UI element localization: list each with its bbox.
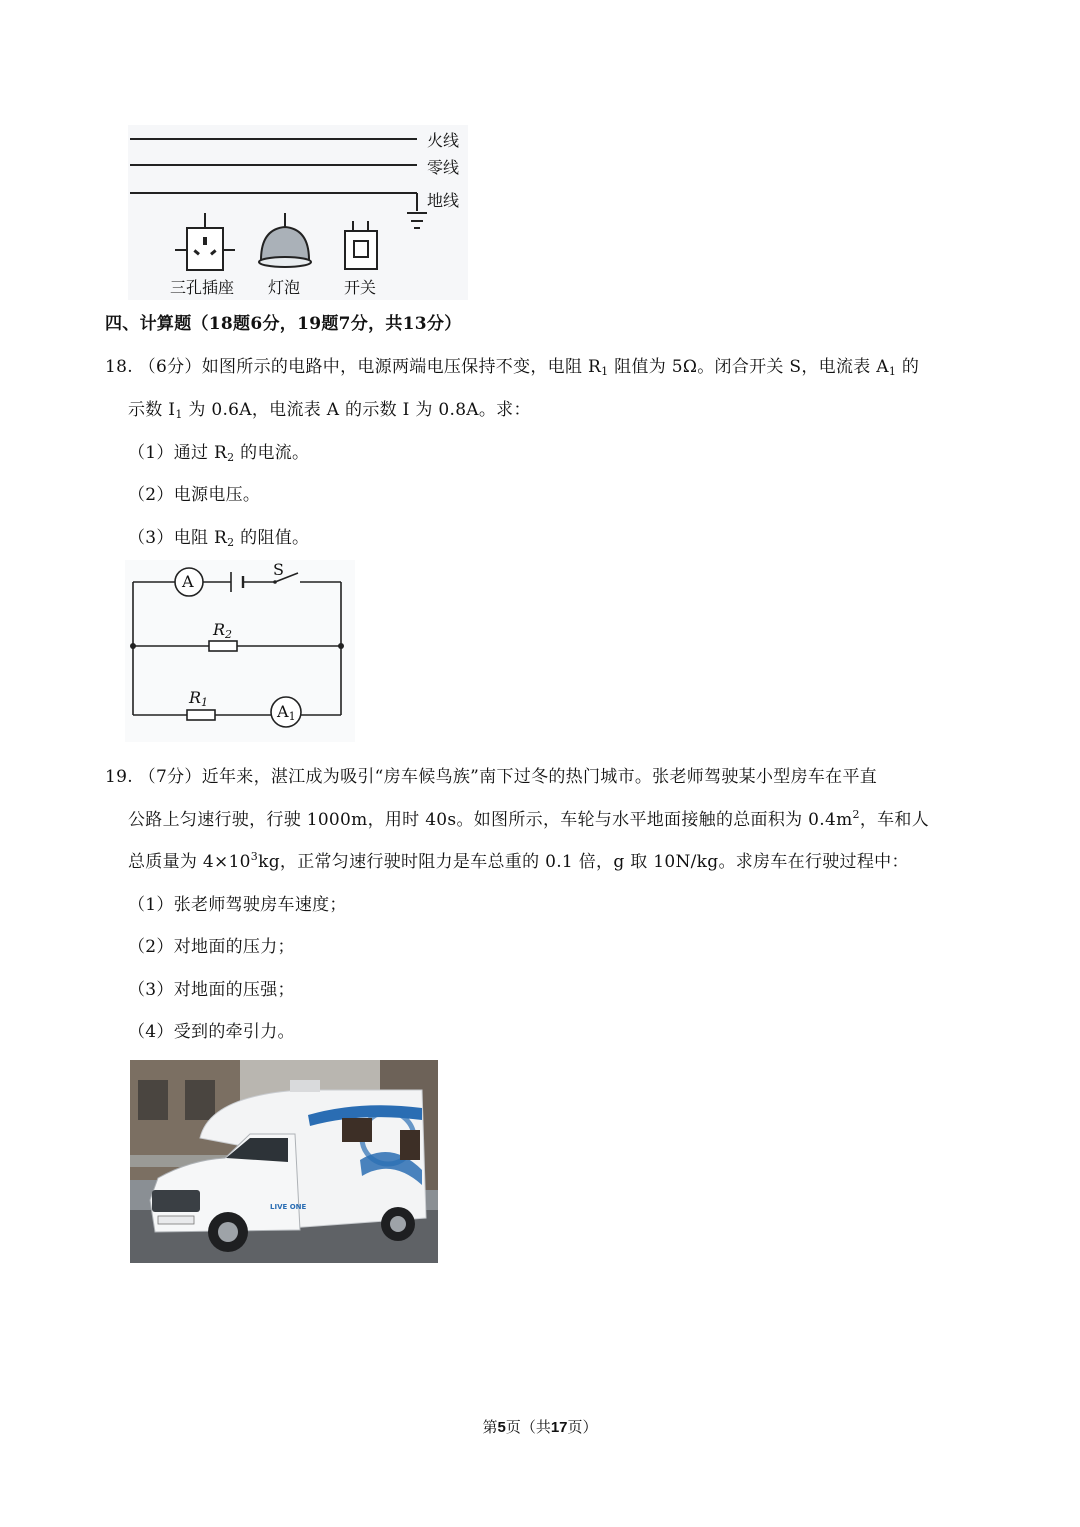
q18-part-3	[128, 523, 309, 549]
q18-stem-e: 为 0.6A，电流表 A 的示数 I 为 0.8A。求：	[182, 400, 531, 420]
q19-points: （7分）	[138, 767, 202, 787]
footer-total-pages: 17	[550, 1419, 568, 1436]
wiring-diagram	[125, 125, 470, 300]
q19-part-1: （1）张老师驾驶房车速度；	[128, 895, 347, 915]
switch-s-label: S	[273, 560, 284, 579]
grille	[152, 1190, 200, 1212]
q18-part-2	[128, 480, 260, 505]
q18-stem-d: 示数 I	[128, 400, 176, 420]
q18-part-3-sub: 2	[227, 536, 235, 549]
rv-photo	[130, 1060, 438, 1263]
q19-line2-b: ，车和人	[859, 810, 930, 830]
window-1	[138, 1080, 168, 1120]
socket-label: 三孔插座	[170, 278, 235, 297]
q18-part-1-post: 的电流。	[234, 443, 310, 463]
r2-label	[213, 620, 232, 641]
wiring-diagram-svg	[125, 125, 470, 300]
circuit-diagram	[125, 560, 355, 742]
r2-sub: 2	[225, 628, 233, 641]
q18-stem-b: 阻值为 5Ω。闭合开关 S，电流表 A	[608, 357, 889, 377]
switch-label: 开关	[344, 278, 377, 297]
q18-sub-i1: 1	[175, 408, 183, 421]
r1-letter: R	[189, 688, 202, 707]
ammeter-a1-label	[277, 702, 296, 723]
resistor-r1	[187, 710, 215, 720]
neutral-wire-label: 零线	[427, 158, 460, 177]
a1-sub: 1	[288, 710, 296, 723]
q19-line-3	[128, 847, 909, 872]
q19-line-1	[105, 762, 877, 787]
rear-rim	[390, 1216, 406, 1232]
footer-post: 页）	[567, 1420, 598, 1436]
live-wire-label: 火线	[427, 131, 460, 150]
section-title: 四、计算题（18题6分，19题7分，共13分）	[105, 314, 462, 334]
r1-sub: 1	[201, 696, 209, 709]
camper-window-2	[400, 1130, 420, 1160]
q19-part-3: （3）对地面的压强；	[128, 980, 295, 1000]
earth-wire-label: 地线	[427, 191, 460, 210]
q18-part-3-pre: （3）电阻 R	[128, 528, 228, 548]
q18-stem-c: 的	[896, 357, 920, 377]
q18-part-1	[128, 438, 309, 464]
camper-window-1	[342, 1118, 372, 1142]
ammeter-a-label: A	[182, 572, 194, 591]
q19-line2-sup: 2	[852, 808, 860, 821]
junction-left	[130, 643, 136, 649]
q18-part-3-post: 的阻值。	[234, 528, 310, 548]
rv-photo-svg	[130, 1060, 438, 1263]
rv-logo: LIVE ONE	[270, 1203, 307, 1211]
front-rim	[218, 1222, 238, 1242]
footer-mid: 页（共	[505, 1420, 551, 1436]
page-footer	[0, 1416, 1080, 1437]
bulb-label: 灯泡	[268, 278, 301, 297]
q18-line-1	[105, 352, 919, 378]
q19-line2-a: 公路上匀速行驶，行驶 1000m，用时 40s。如图所示，车轮与水平地面接触的总面积为 0.4m	[128, 810, 853, 830]
a1-letter: A	[277, 702, 289, 721]
q19-line1-text: 近年来，湛江成为吸引“房车候鸟族”南下过冬的热门城市。张老师驾驶某小型房车在平直	[201, 767, 878, 787]
q19-line3-b: kg，正常匀速行驶时阻力是车总重的 0.1 倍，g 取 10N/kg。求房车在行驶过程中：	[258, 852, 909, 872]
q19-line3-sup: 3	[250, 850, 259, 863]
r1-label	[189, 688, 208, 709]
r2-letter: R	[213, 620, 226, 639]
q18-line-2	[128, 395, 531, 421]
resistor-r2	[209, 641, 237, 651]
q18-sub-r1: 1	[601, 365, 609, 378]
license-plate	[158, 1216, 194, 1224]
q19-line3-a: 总质量为 4×10	[128, 852, 251, 872]
q18-points: （6分）	[138, 357, 202, 377]
q19-number: 19.	[105, 767, 133, 787]
window-2	[185, 1080, 215, 1120]
footer-page-number: 5	[497, 1419, 506, 1436]
junction-right	[338, 643, 344, 649]
q18-part-1-pre: （1）通过 R	[128, 443, 228, 463]
q18-stem-a: 如图所示的电路中，电源两端电压保持不变，电阻 R	[201, 357, 602, 377]
q18-part-1-sub: 2	[227, 451, 235, 464]
q19-part-4: （4）受到的牵引力。	[128, 1022, 295, 1042]
q18-part-2-pre: （2）电源电压。	[128, 485, 261, 505]
roof-unit	[290, 1080, 320, 1092]
q18-number: 18.	[105, 357, 133, 377]
q19-part-2: （2）对地面的压力；	[128, 937, 295, 957]
q18-sub-a1: 1	[888, 365, 897, 378]
footer-pre: 第	[482, 1420, 498, 1436]
circuit-svg	[125, 560, 355, 742]
q19-line-2	[128, 805, 929, 830]
